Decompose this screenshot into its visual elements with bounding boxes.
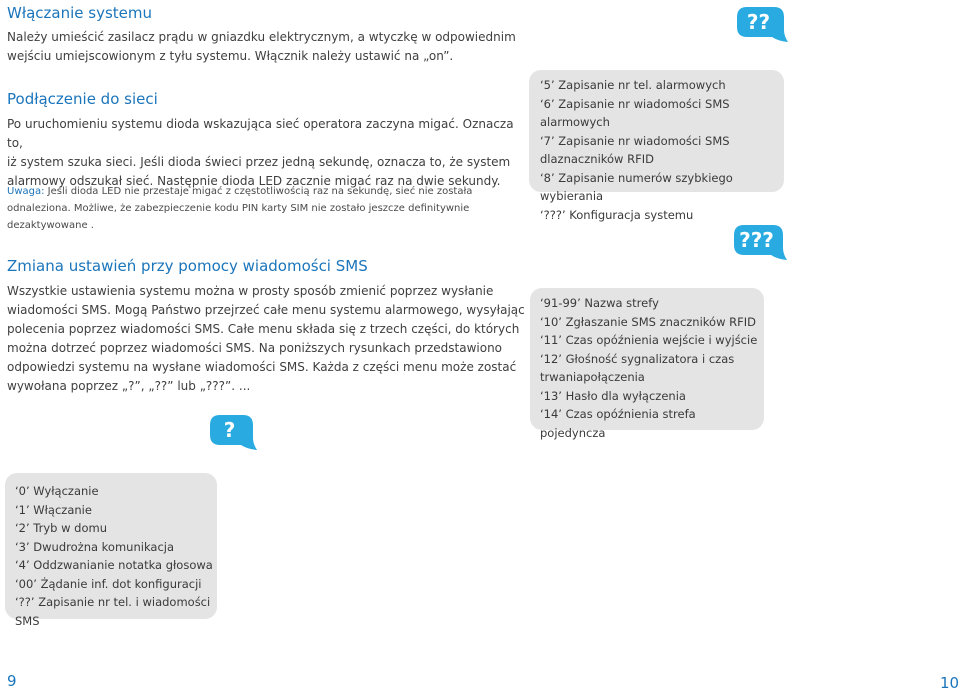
sms-line: polecenia poprzez wiadomości SMS. Całe menu składa się z trzech części, do których (7, 322, 520, 336)
note-line: Jeśli dioda LED nie przestaje migać z częstotliwością raz na sekundę, sieć nie została (44, 186, 473, 197)
menu-item: ‘14’ Czas opóźnienia strefa pojedyncza (540, 407, 696, 440)
menu-item: ‘91-99’ Nazwa strefy (540, 296, 659, 310)
power-on-text (7, 28, 527, 66)
menu-item: ‘???’ Konfiguracja systemu (540, 207, 694, 222)
section-title-sms-settings: Zmiana ustawień przy pomocy wiadomości SMS (7, 257, 368, 275)
menu-item: ‘13’ Hasło dla wyłączenia (540, 388, 686, 403)
network-text (7, 115, 527, 191)
sms-line: wiadomości SMS. Mogą Państwo przejrzeć całe menu systemu alarmowego, wysyłając (7, 303, 525, 317)
power-on-line: Należy umieścić zasilacz prądu w gniazdku elektrycznym, a wtyczkę w odpowiednim (7, 30, 516, 44)
sms-line: Wszystkie ustawienia systemu można w prosty sposób zmienić poprzez wysłanie (7, 284, 494, 298)
menu-item: ‘??’ Zapisanie nr tel. i wiadomości SMS (15, 595, 211, 628)
menu-item: ‘0’ Wyłączanie (15, 484, 99, 498)
section-title-network: Podłączenie do sieci (7, 90, 158, 108)
menu-item: ‘12’ Głośność sygnalizatora i czas trwaniapołączenia (540, 351, 735, 384)
menu-item: ‘1’ Włączanie (15, 502, 92, 517)
note-label: Uwaga: (7, 186, 45, 197)
sms-settings-text (7, 282, 527, 396)
sms-menu-main (5, 473, 217, 628)
page-number-left: 9 (7, 672, 17, 690)
bubble-label: ? (223, 418, 236, 442)
menu-item: ‘10’ Zgłaszanie SMS znaczników RFID (540, 314, 756, 329)
menu-item: ‘7’ Zapisanie nr wiadomości SMS dlaznaczników RFID (540, 133, 730, 166)
bubble-label: ?? (746, 10, 771, 34)
menu-item: ‘4’ Oddzwanianie notatka głosowa (15, 558, 213, 572)
menu-item: ‘11’ Czas opóźnienia wejście i wyjście (540, 333, 758, 347)
menu-item: ‘2’ Tryb w domu (15, 521, 108, 535)
power-on-line: wejściu umiejscowionym z tyłu systemu. Włącznik należy ustawić na „on”. (7, 49, 454, 63)
network-note (7, 183, 527, 234)
menu-item: ‘5’ Zapisanie nr tel. alarmowych (540, 78, 726, 92)
section-title-power-on: Włączanie systemu (7, 4, 153, 22)
speech-bubble-icon (730, 222, 790, 264)
sms-line: można dotrzeć poprzez wiadomości SMS. Na poniższych rysunkach przedstawiono (7, 341, 503, 355)
sms-line: odpowiedzi systemu na wysłane wiadomości SMS. Każda z części menu może zostać (7, 360, 517, 374)
speech-bubble-icon (206, 412, 259, 454)
network-line: Po uruchomieniu systemu dioda wskazująca sieć operatora zaczyna migać. Oznacza to, (7, 117, 514, 150)
menu-item: ‘00’ Żądanie inf. dot konfiguracji (15, 576, 202, 591)
sms-menu-zones (530, 288, 764, 440)
network-line: iż system szuka sieci. Jeśli dioda świeci przez jedną sekundę, oznacza to, że system (7, 155, 511, 169)
menu-item: ‘3’ Dwudrożna komunikacja (15, 539, 175, 554)
note-line: dezaktywowane . (7, 220, 94, 231)
bubble-label: ??? (739, 228, 774, 252)
speech-bubble-icon (733, 4, 791, 46)
note-line: odnaleziona. Możliwe, że zabezpieczenie kodu PIN karty SIM nie zostało jeszcze definitywnie (7, 203, 470, 214)
network-line: alarmowy odszukał sieć. Następnie dioda LED zacznie migać raz na dwie sekundy. (7, 174, 501, 188)
menu-item: ‘6’ Zapisanie nr wiadomości SMS alarmowych (540, 96, 730, 129)
sms-line: wywołana poprzez „?”, „??” lub „???”. ... (7, 379, 251, 393)
page-number-right: 10 (940, 674, 960, 692)
sms-menu-config (529, 70, 784, 222)
menu-item: ‘8’ Zapisanie numerów szybkiego wybierania (540, 170, 733, 203)
